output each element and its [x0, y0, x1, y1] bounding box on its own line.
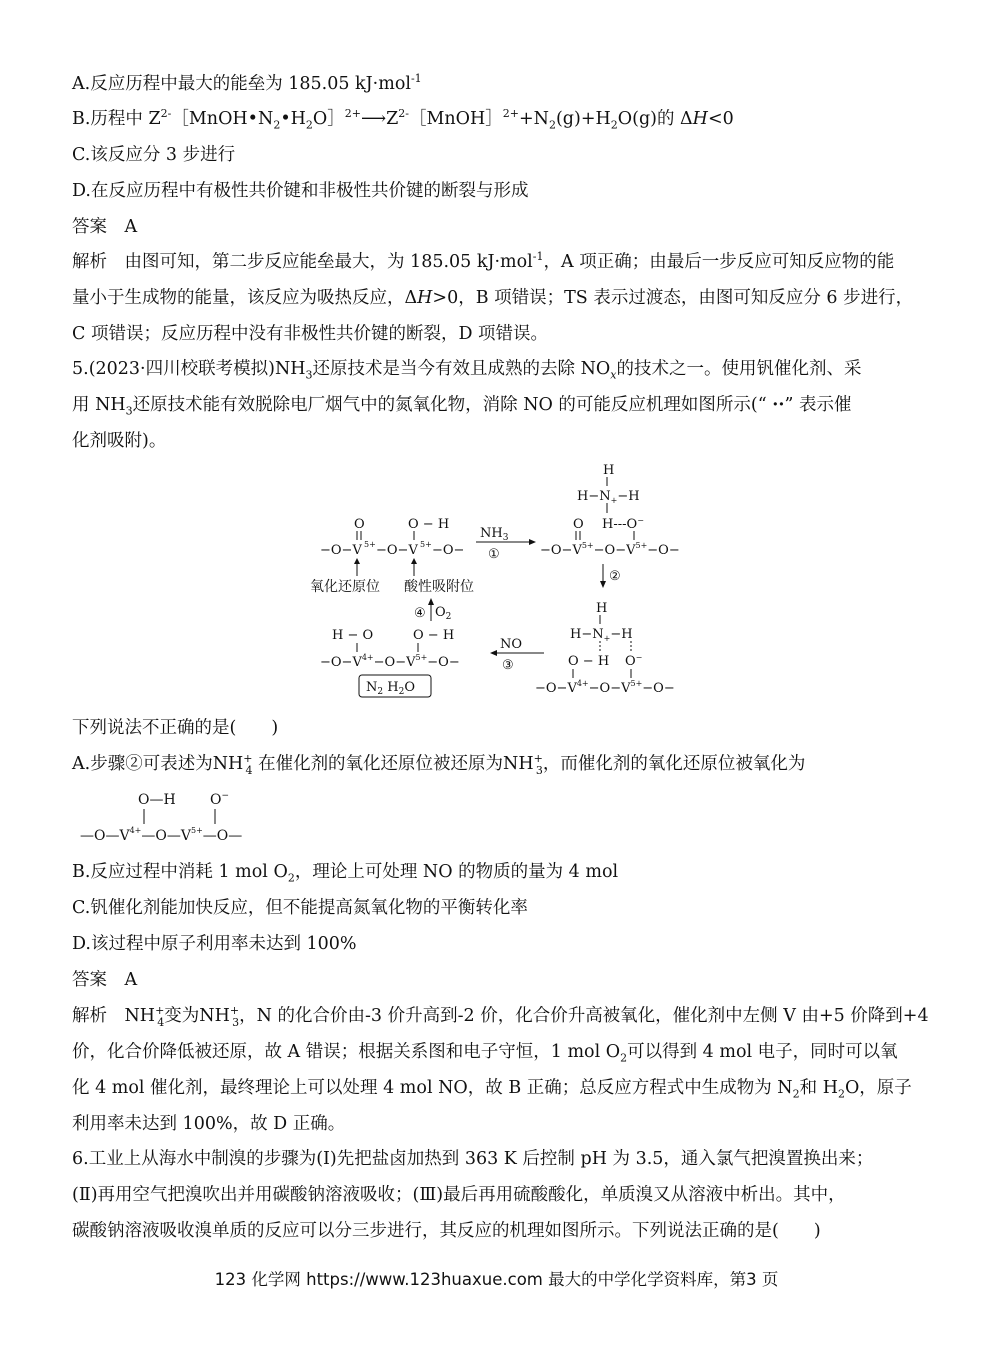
- q4-answer: 答案 A: [72, 217, 138, 237]
- q5-answer: 答案 A: [72, 970, 138, 990]
- fig-oh-bl: O − H: [413, 628, 455, 643]
- fig-o-minus: O−: [625, 653, 643, 669]
- page-footer: 123 化学网 https://www.123huaxue.com 最大的中学化学资料库，第3 页: [214, 1270, 779, 1289]
- opt-a-oh: O—H: [138, 792, 176, 808]
- fig-step-1: ①: [488, 547, 500, 562]
- q5-explanation-line-3: 化 4 mol 催化剂，最终理论上可以处理 4 mol NO，故 B 正确；总反应方程式中生成物为 $N_2$和 $H_2O$，原子: [72, 1078, 912, 1101]
- fig-chain-top-left: −O−V: [320, 543, 362, 558]
- q6-stem-line-3: 碳酸钠溶液吸收溴单质的反应可以分三步进行，其反应的机理如图所示。下列说法正确的是( ): [72, 1221, 821, 1241]
- fig-o-top-right: O: [573, 517, 584, 532]
- q4-explanation-line-2: 量小于生成物的能量，该反应为吸热反应，ΔH>0，B 项错误；TS 表示过渡态，由图可知反应分 6 步进行，: [72, 288, 914, 308]
- fig-chain-mid: −O−V: [376, 543, 418, 558]
- fig-step-3: ③: [502, 658, 514, 673]
- fig-ho-left: H − O: [332, 628, 374, 643]
- q6-stem-line-1: 6.工业上从海水中制溴的步骤为(Ⅰ)先把盐卤加热到 363 K 后控制 pH 为 3.5，通入氯气把溴置换出来；: [72, 1149, 874, 1169]
- fig-step-2: ②: [609, 569, 621, 584]
- fig-ox-state: 5+: [420, 540, 432, 549]
- fig-oh: O − H: [408, 517, 450, 532]
- fig-h-top: H: [603, 463, 615, 478]
- fig-reagent-nh3: $NH_3$: [480, 526, 509, 543]
- q4-explanation-line-1: 解析 由图可知，第二步反应能垒最大，为 185.05 kJ·mol$^{-1}$，A 项正确；由最后一步反应可知反应物的能: [72, 250, 895, 272]
- fig-chain-bottom-right: $-O-V^{4+}-O-V^{5+}-O-$: [535, 679, 675, 696]
- q4-option-a: A.反应历程中最大的能垒为 185.05 kJ·mol$^{-1}$: [72, 72, 422, 94]
- fig-nh3-radical: $H-N_+-H$: [570, 627, 633, 643]
- q5-stem-line-2: 用 $NH_3$还原技术能有效脱除电厂烟气中的氮氧化物，消除 NO 的可能反应机理如图所示(“ ··” 表示催: [72, 395, 852, 418]
- fig-ox-state: 5+: [364, 540, 376, 549]
- q4-option-d: D.在反应历程中有极性共价键和非极性共价键的断裂与形成: [72, 181, 529, 201]
- option-a-structure: [78, 786, 298, 848]
- fig-product: $N_2$ $H_2O$: [366, 680, 415, 697]
- q5-question: 下列说法不正确的是( ): [72, 718, 279, 738]
- q5-option-d: D.该过程中原子利用率未达到 100%: [72, 934, 357, 954]
- fig-h-bottom: H: [596, 601, 608, 616]
- q5-option-b: B.反应过程中消耗 1 mol $O_2$，理论上可处理 NO 的物质的量为 4 mol: [72, 862, 619, 885]
- q5-option-a: A.步骤②可表述为$NH^+_4$ 在催化剂的氧化还原位被还原为$NH^+_3$，而催化剂的氧化还原位被氧化为: [72, 752, 806, 777]
- fig-label-acid-site: 酸性吸附位: [404, 579, 474, 595]
- reaction-mechanism-figure: [300, 458, 700, 703]
- fig-chain-bottom-left: $-O-V^{4+}-O-V^{5+}-O-$: [320, 653, 460, 670]
- fig-reagent-o2: $O_2$: [435, 605, 452, 622]
- q5-stem-line-1: 5.(2023·四川校联考模拟)$NH_3$还原技术是当今有效且成熟的去除 $NO_x$的技术之一。使用钒催化剂、采: [72, 359, 862, 382]
- fig-oh-br: O − H: [568, 654, 610, 669]
- q4-explanation-line-3: C 项错误；反应历程中没有非极性共价键的断裂，D 项错误。: [72, 324, 549, 344]
- fig-nh4: $H-N_+-H$: [577, 489, 640, 505]
- fig-reagent-no: NO: [500, 637, 523, 652]
- fig-label-redox-site: 氧化还原位: [310, 579, 380, 595]
- q4-option-c: C.该反应分 3 步进行: [72, 145, 236, 165]
- opt-a-chain: $—O—V^{4+}—O—V^{5+}—O—$: [80, 826, 243, 844]
- q5-explanation-line-1: 解析 $NH^+_4$变为$NH^+_3$，N 的化合价由-3 价升高到-2 价，化合价升高被氧化，催化剂中左侧 V 由+5 价降到+4: [72, 1004, 929, 1029]
- fig-hbond: H‐‐‐O−: [602, 516, 644, 532]
- fig-chain-end: −O−: [432, 543, 465, 558]
- fig-atom: O: [354, 517, 365, 532]
- q5-explanation-line-4: 利用率未达到 100%，故 D 正确。: [72, 1114, 346, 1134]
- q5-explanation-line-2: 价，化合价降低被还原，故 A 错误；根据关系图和电子守恒，1 mol $O_2$可以得到 4 mol 电子，同时可以氧: [72, 1042, 898, 1065]
- opt-a-o-minus: O−: [210, 791, 230, 808]
- fig-chain-top-right: $-O-V^{5+}-O-V^{5+}-O-$: [540, 541, 680, 558]
- q6-stem-line-2: (Ⅱ)再用空气把溴吹出并用碳酸钠溶液吸收；(Ⅲ)最后再用硫酸酸化，单质溴又从溶液中析出。其中，: [72, 1185, 846, 1205]
- q5-stem-line-3: 化剂吸附)。: [72, 431, 167, 451]
- fig-step-4: ④: [414, 606, 426, 621]
- q5-option-c: C.钒催化剂能加快反应，但不能提高氮氧化物的平衡转化率: [72, 898, 528, 918]
- q4-option-b: B.历程中 $Z^{2-}[MnOH•N_2•H_2O]^{2+}⟶Z^{2-}[MnOH]^{2+}+N_2(g)+H_2O(g)$的 ΔH<0: [72, 107, 734, 132]
